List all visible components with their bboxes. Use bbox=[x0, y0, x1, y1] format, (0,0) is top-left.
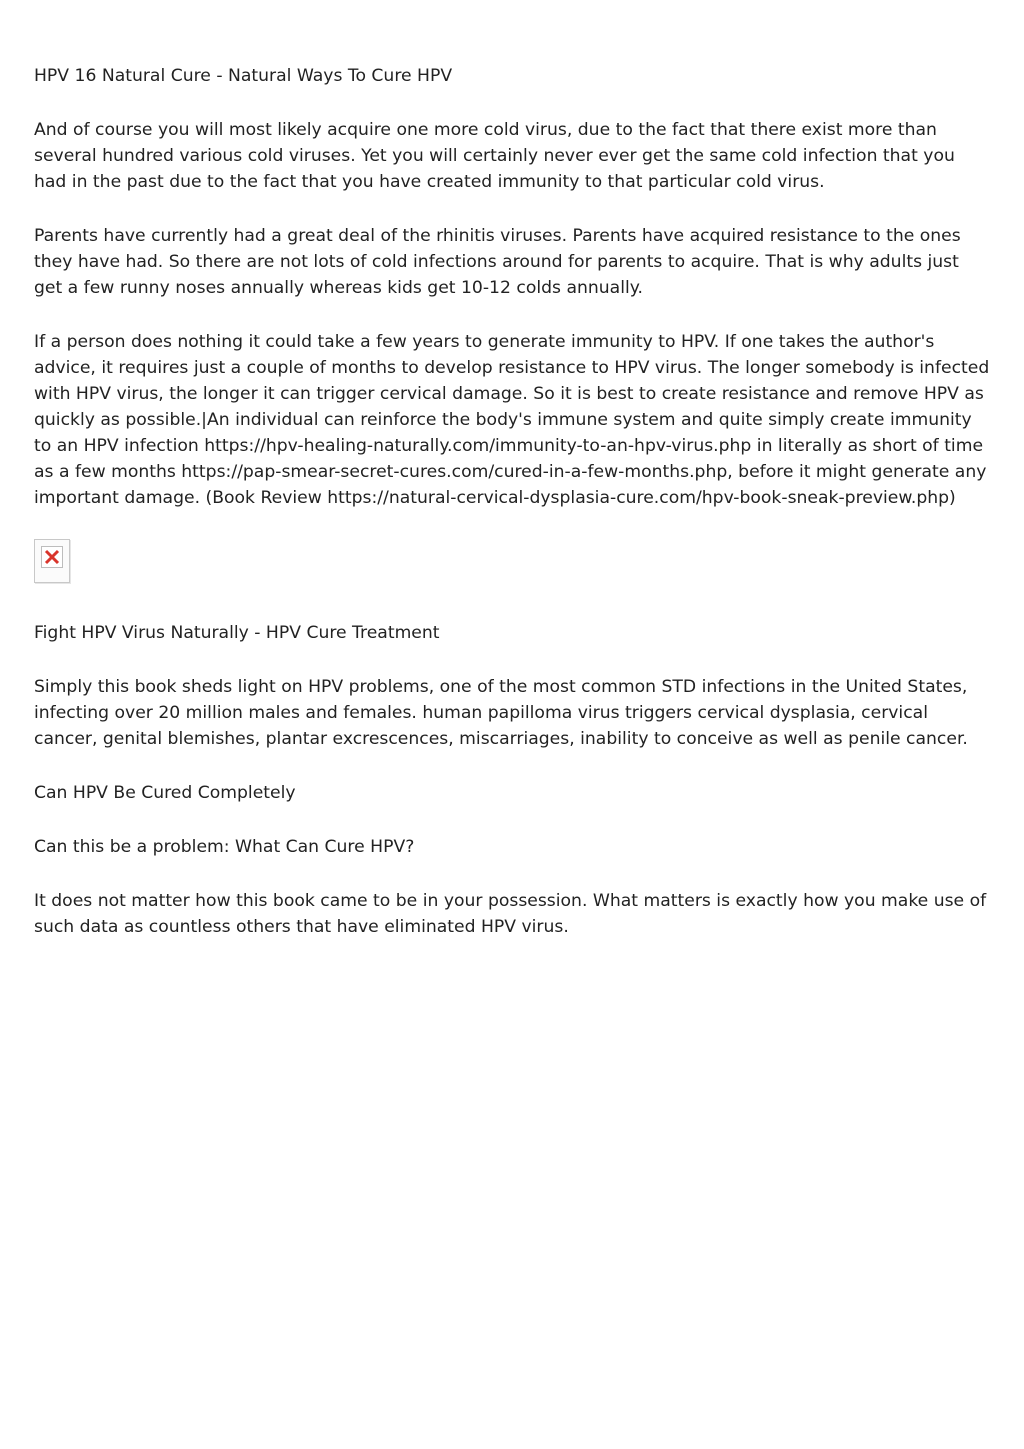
broken-image-icon bbox=[34, 539, 70, 583]
broken-image-x-icon bbox=[41, 546, 63, 568]
document-body bbox=[34, 63, 990, 968]
heading-problem: Can this be a problem: What Can Cure HPV? bbox=[34, 837, 415, 857]
subtitle-fight-hpv: Fight HPV Virus Naturally - HPV Cure Treatment bbox=[34, 623, 440, 643]
document-title: HPV 16 Natural Cure - Natural Ways To Cure HPV bbox=[34, 66, 453, 86]
heading-cured-completely: Can HPV Be Cured Completely bbox=[34, 783, 296, 803]
paragraph-immunity: If a person does nothing it could take a few years to generate immunity to HPV. If one takes the author's advice, it requires just a couple of months to develop resistance to HPV virus. The longer somebody is infected with HPV virus, the longer it can trigger cervical damage. So it is best to create resistance and remove HPV as quickly as possible.|An individual can reinforce the body's immune system and quite simply create immunity to an HPV infection https://hpv-healing-naturally.com/immunity-to-an-hpv-virus.php in literally as short of time as a few months https://pap-smear-secret-cures.com/cured-in-a-few-months.php, before it might generate any important damage. (Book Review https://natural-cervical-dysplasia-cure.com/hpv-book-sneak-preview.php) bbox=[34, 332, 990, 508]
paragraph-cold-virus: And of course you will most likely acquire one more cold virus, due to the fact that there exist more than several hundred various cold viruses. Yet you will certainly never ever get the same cold infection that you had in the past due to the fact that you have created immunity to that particular cold virus. bbox=[34, 120, 955, 192]
paragraph-parents: Parents have currently had a great deal of the rhinitis viruses. Parents have acquired resistance to the ones they have had. So there are not lots of cold infections around for parents to acquire. That is why adults just get a few runny noses annually whereas kids get 10-12 colds annually. bbox=[34, 226, 961, 298]
paragraph-final: It does not matter how this book came to be in your possession. What matters is exactly how you make use of such data as countless others that have eliminated HPV virus. bbox=[34, 891, 987, 937]
paragraph-book: Simply this book sheds light on HPV problems, one of the most common STD infections in the United States, infecting over 20 million males and females. human papilloma virus triggers cervical dysplasia, cervical cancer, genital blemishes, plantar excrescences, miscarriages, inability to conceive as well as penile cancer. bbox=[34, 677, 968, 749]
